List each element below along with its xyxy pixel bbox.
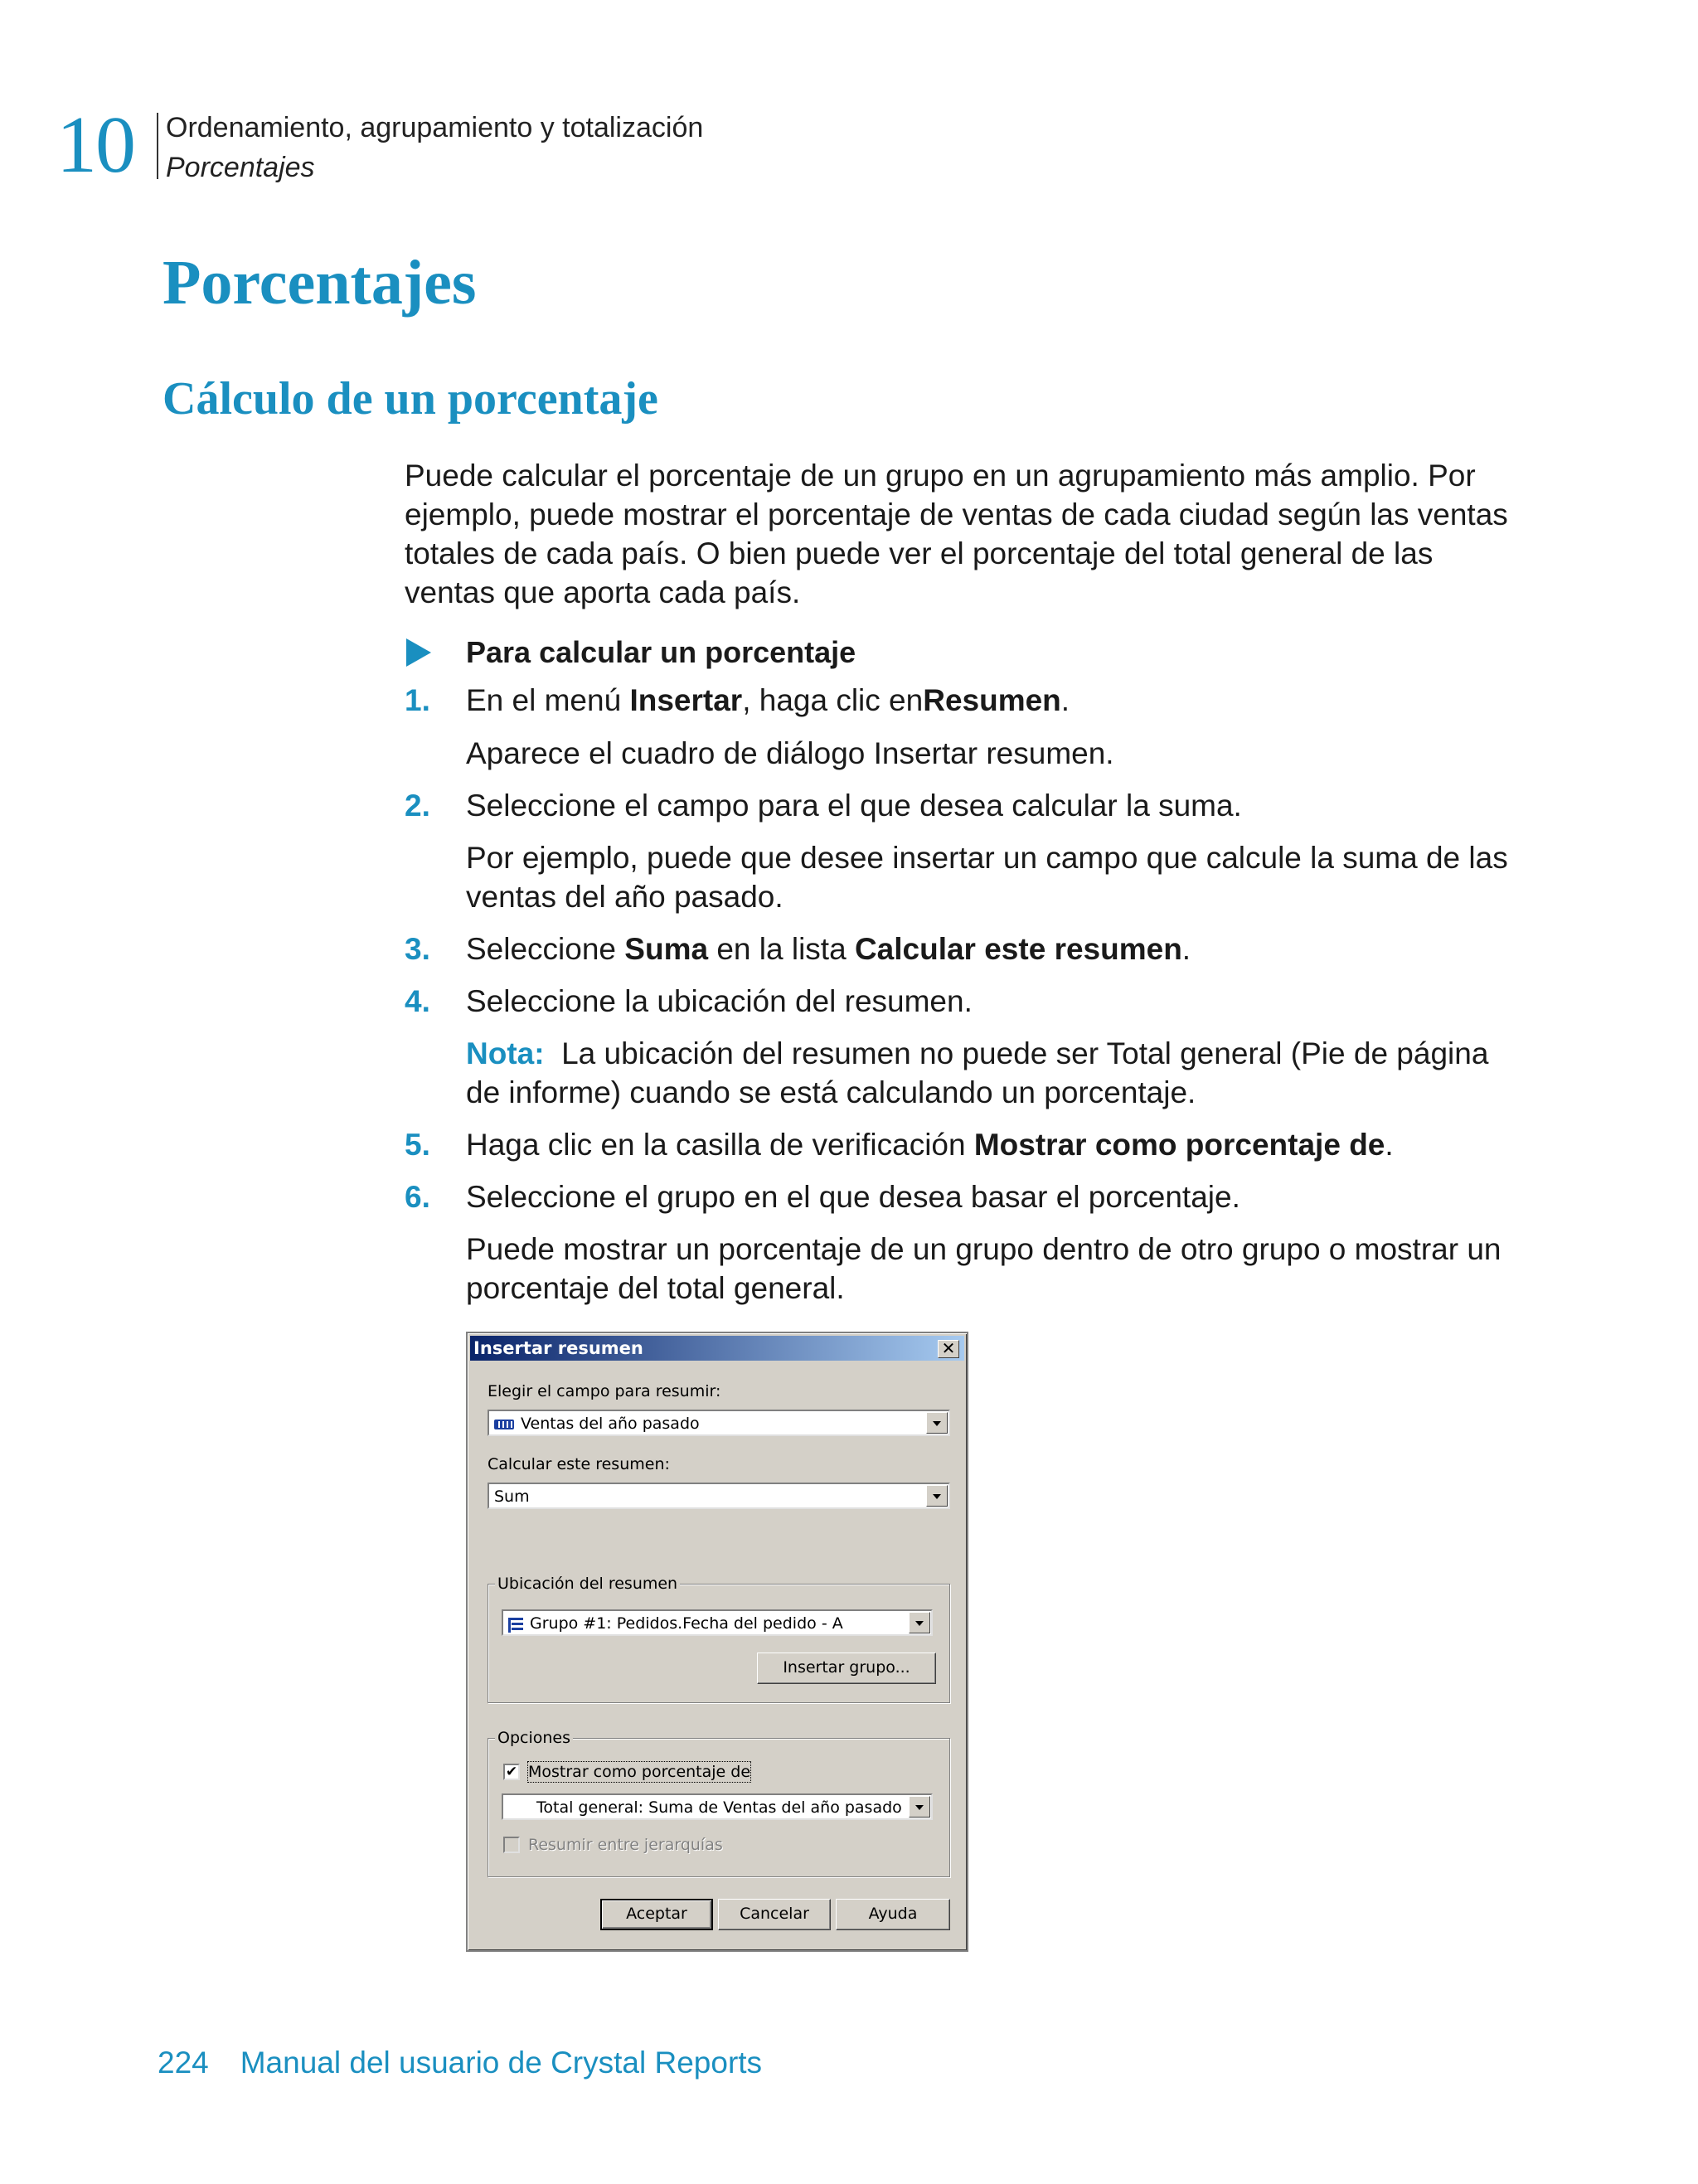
chapter-number: 10 <box>56 100 134 190</box>
step-number: 4. <box>405 984 430 1018</box>
list-name: Calcular este resumen <box>854 932 1182 966</box>
step-result: Por ejemplo, puede que desee insertar un campo que calcule la suma de las ventas del año pasado. <box>466 841 1508 914</box>
step-number: 3. <box>405 932 430 966</box>
step-text: Seleccione el campo para el que desea calcular la suma. <box>466 789 1242 823</box>
command-name: Resumen <box>923 683 1061 717</box>
insert-group-button[interactable]: Insertar grupo... <box>757 1653 936 1684</box>
percent-of-select[interactable] <box>502 1793 933 1820</box>
field-select-value <box>494 1414 700 1434</box>
dropdown-arrow-icon[interactable] <box>926 1485 948 1507</box>
step-text-part: . <box>1060 683 1070 717</box>
step-result: Puede mostrar un porcentaje de un grupo dentro de otro grupo o mostrar un porcentaje del total general. <box>466 1232 1502 1305</box>
dropdown-arrow-icon[interactable] <box>909 1796 930 1818</box>
dropdown-arrow-icon[interactable] <box>926 1412 948 1434</box>
dropdown-arrow-icon[interactable] <box>909 1612 930 1633</box>
field-label: Elegir el campo para resumir: <box>488 1382 721 1400</box>
location-value-text: Grupo #1: Pedidos.Fecha del pedido - A <box>530 1614 843 1633</box>
note-label: Nota: <box>466 1036 545 1070</box>
location-select-value <box>508 1614 843 1633</box>
location-group-title: Ubicación del resumen <box>495 1574 680 1594</box>
step-number: 6. <box>405 1180 430 1214</box>
manual-title: Manual del usuario de Crystal Reports <box>240 2046 763 2080</box>
step-text-part: . <box>1385 1128 1394 1162</box>
step-text <box>466 929 1519 968</box>
percent-checkbox[interactable]: ✔ <box>503 1764 520 1780</box>
step-text-part: . <box>1181 932 1191 966</box>
section-title: Porcentajes <box>163 248 477 318</box>
field-select[interactable] <box>488 1410 950 1436</box>
step-number: 1. <box>405 683 430 717</box>
step-text-part: Seleccione <box>466 932 625 966</box>
options-group-title: Opciones <box>495 1728 573 1748</box>
calc-label: Calcular este resumen: <box>488 1455 670 1473</box>
location-group <box>488 1575 950 1703</box>
options-group <box>488 1729 950 1877</box>
step-text <box>466 1125 1519 1164</box>
intro-paragraph: Puede calcular el porcentaje de un grupo en un agrupamiento más amplio. Por ejemplo, puede mostrar el porcentaje de ventas de cada ciudad según las ventas totales de cada país. O bien puede ver el porcentaje del total general de las ventas que aporta cada país. <box>405 459 1508 609</box>
running-subtitle: Porcentajes <box>166 152 315 183</box>
help-button[interactable]: Ayuda <box>836 1899 950 1930</box>
step-text <box>466 681 1519 720</box>
note <box>466 1034 1519 1112</box>
calc-select[interactable] <box>488 1483 950 1509</box>
close-icon[interactable]: ✕ <box>938 1340 959 1358</box>
dialog-title: Insertar resumen <box>473 1338 643 1358</box>
cancel-button[interactable]: Cancelar <box>718 1899 831 1930</box>
running-title: Ordenamiento, agrupamiento y totalización <box>166 112 704 143</box>
step-text-part: , haga clic en <box>742 683 924 717</box>
step-result: Aparece el cuadro de diálogo Insertar resumen. <box>466 736 1114 770</box>
step-number: 2. <box>405 789 430 823</box>
step-text-part: en la lista <box>708 932 855 966</box>
step-text-part: En el menú <box>466 683 630 717</box>
database-field-icon <box>494 1420 514 1429</box>
note-text: La ubicación del resumen no puede ser Total general (Pie de página de informe) cuando se está calculando un porcentaje. <box>466 1036 1489 1109</box>
hierarchy-checkbox[interactable] <box>503 1837 520 1853</box>
procedure-arrow-icon <box>406 638 431 667</box>
page-footer <box>158 2045 762 2081</box>
header-divider <box>157 113 158 179</box>
dialog-titlebar[interactable] <box>470 1336 964 1361</box>
hierarchy-checkbox-label[interactable]: Resumir entre jerarquías <box>528 1836 723 1854</box>
group-icon <box>508 1616 523 1633</box>
step-number: 5. <box>405 1128 430 1162</box>
field-value-text: Ventas del año pasado <box>521 1415 700 1433</box>
menu-name: Insertar <box>629 683 743 717</box>
calc-select-value: Sum <box>494 1488 530 1506</box>
ok-button[interactable]: Aceptar <box>600 1899 713 1930</box>
option-name: Suma <box>624 932 709 966</box>
step-text-part: Haga clic en la casilla de verificación <box>466 1128 974 1162</box>
step-text: Seleccione el grupo en el que desea basar el porcentaje. <box>466 1180 1240 1214</box>
checkbox-name: Mostrar como porcentaje de <box>973 1128 1385 1162</box>
page-number: 224 <box>158 2046 209 2080</box>
step-text: Seleccione la ubicación del resumen. <box>466 984 973 1018</box>
subsection-title: Cálculo de un porcentaje <box>163 373 658 425</box>
percent-checkbox-label[interactable]: Mostrar como porcentaje de <box>528 1763 751 1781</box>
procedure-heading-text: Para calcular un porcentaje <box>466 635 856 669</box>
location-select[interactable] <box>502 1609 933 1636</box>
insert-summary-dialog <box>466 1332 968 1952</box>
percent-of-value: Total general: Suma de Ventas del año pasado <box>536 1798 902 1817</box>
